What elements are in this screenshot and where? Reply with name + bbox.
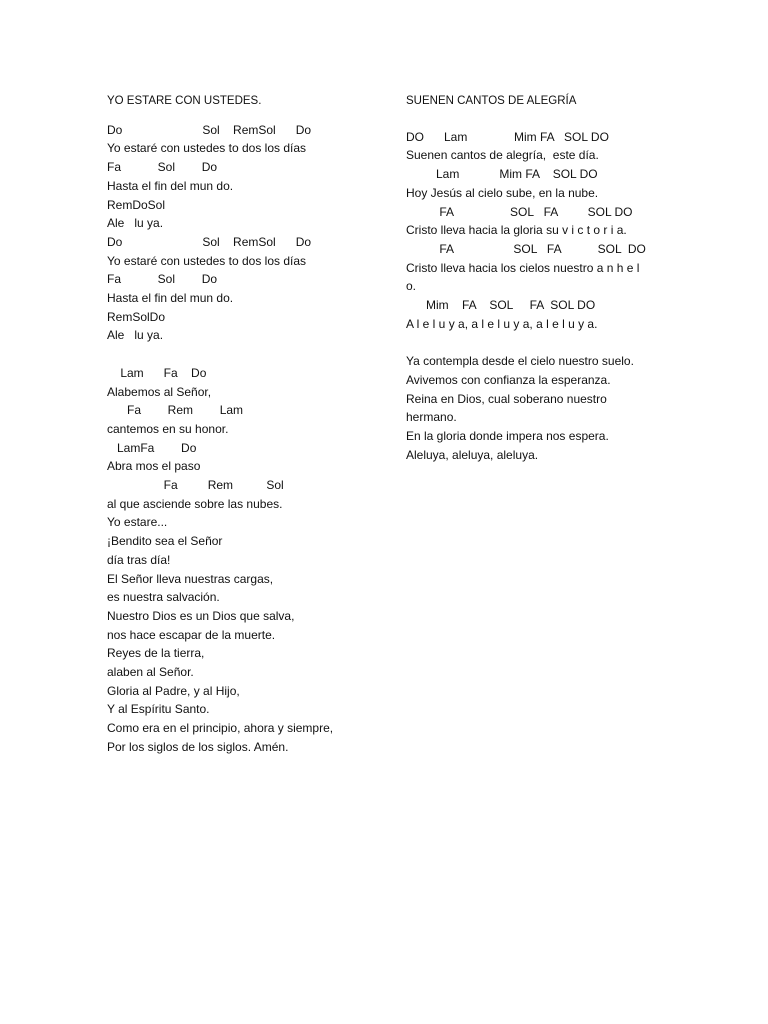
song-title: YO ESTARE CON USTEDES. [107, 95, 262, 107]
lyric-line: Fa Sol Do [107, 272, 218, 287]
lyric-line: En la gloria donde impera nos espera. [406, 428, 609, 443]
lyric-line: Gloria al Padre, y al Hijo, [107, 683, 240, 698]
lyric-line: Fa Rem Lam [107, 403, 244, 418]
lyric-line: Aleluya, aleluya, aleluya. [406, 447, 539, 462]
lyric-line: Reina en Dios, cual soberano nuestro [406, 391, 607, 406]
lyric-line: Y al Espíritu Santo. [107, 702, 210, 717]
lyric-line: Yo estaré con ustedes to dos los días [107, 253, 307, 268]
lyric-line: Ale lu ya. [107, 216, 164, 231]
lyric-line: Do Sol RemSol Do [107, 122, 312, 137]
lyric-line: Alabemos al Señor, [107, 384, 212, 399]
lyric-line: LamFa Do [107, 440, 197, 455]
lyric-line: FA SOL FA SOL DO [406, 241, 646, 256]
song-title: SUENEN CANTOS DE ALEGRÍA [406, 95, 577, 107]
lyric-line: Mim FA SOL FA SOL DO [406, 298, 596, 313]
lyric-line: DO Lam Mim FA SOL DO [406, 129, 609, 144]
lyric-line: Abra mos el paso [107, 459, 201, 474]
lyric-line [406, 333, 656, 352]
lyric-line: Ya contempla desde el cielo nuestro suelo. [406, 354, 634, 369]
lyric-line: ¡Bendito sea el Señor [107, 534, 223, 549]
lyric-line: RemDoSol [107, 197, 166, 212]
lyric-line: alaben al Señor. [107, 665, 194, 680]
lyric-line: hermano. [406, 410, 457, 425]
lyric-line: Por los siglos de los siglos. Amén. [107, 739, 289, 754]
lyric-line: Avivemos con confianza la esperanza. [406, 372, 611, 387]
lyric-line: Como era en el principio, ahora y siempre, [107, 721, 334, 736]
lyric-line: nos hace escapar de la muerte. [107, 627, 276, 642]
lyric-line: es nuestra salvación. [107, 590, 220, 605]
lyric-line: El Señor lleva nuestras cargas, [107, 571, 274, 586]
lyric-line: Fa Sol Do [107, 160, 218, 175]
lyric-line: Hasta el fin del mun do. [107, 178, 234, 193]
lyric-line: Lam Mim FA SOL DO [406, 167, 598, 182]
lyric-line: o. [406, 279, 417, 294]
lyric-line: Reyes de la tierra, [107, 646, 205, 661]
lyric-line: al que asciende sobre las nubes. [107, 496, 283, 511]
lyric-line: día tras día! [107, 552, 171, 567]
lyric-line: Do Sol RemSol Do [107, 234, 312, 249]
lyric-line: Cristo lleva hacia los cielos nuestro a n h e l [406, 260, 640, 275]
lyric-line: RemSolDo [107, 309, 166, 324]
lyric-line: FA SOL FA SOL DO [406, 204, 633, 219]
lyric-line: Hasta el fin del mun do. [107, 291, 234, 306]
lyric-line: Yo estare... [107, 515, 168, 530]
lyric-line: Yo estaré con ustedes to dos los días [107, 141, 307, 156]
song-lyrics [107, 121, 377, 757]
lyric-line: A l e l u y a, a l e l u y a, a l e l u y a. [406, 316, 598, 331]
lyric-line: Nuestro Dios es un Dios que salva, [107, 608, 295, 623]
song-left-column [107, 92, 377, 757]
lyric-line: Fa Rem Sol [107, 478, 284, 493]
song-lyrics [406, 128, 656, 465]
lyric-line: Ale lu ya. [107, 328, 164, 343]
lyric-line: cantemos en su honor. [107, 421, 229, 436]
song-right-column [406, 92, 656, 464]
lyric-line: Suenen cantos de alegría, este día. [406, 148, 599, 163]
lyric-line [107, 345, 377, 364]
lyric-line: Hoy Jesús al cielo sube, en la nube. [406, 185, 599, 200]
lyric-line: Cristo lleva hacia la gloria su v i c t o r i a. [406, 223, 627, 238]
lyric-line: Lam Fa Do [107, 365, 207, 380]
